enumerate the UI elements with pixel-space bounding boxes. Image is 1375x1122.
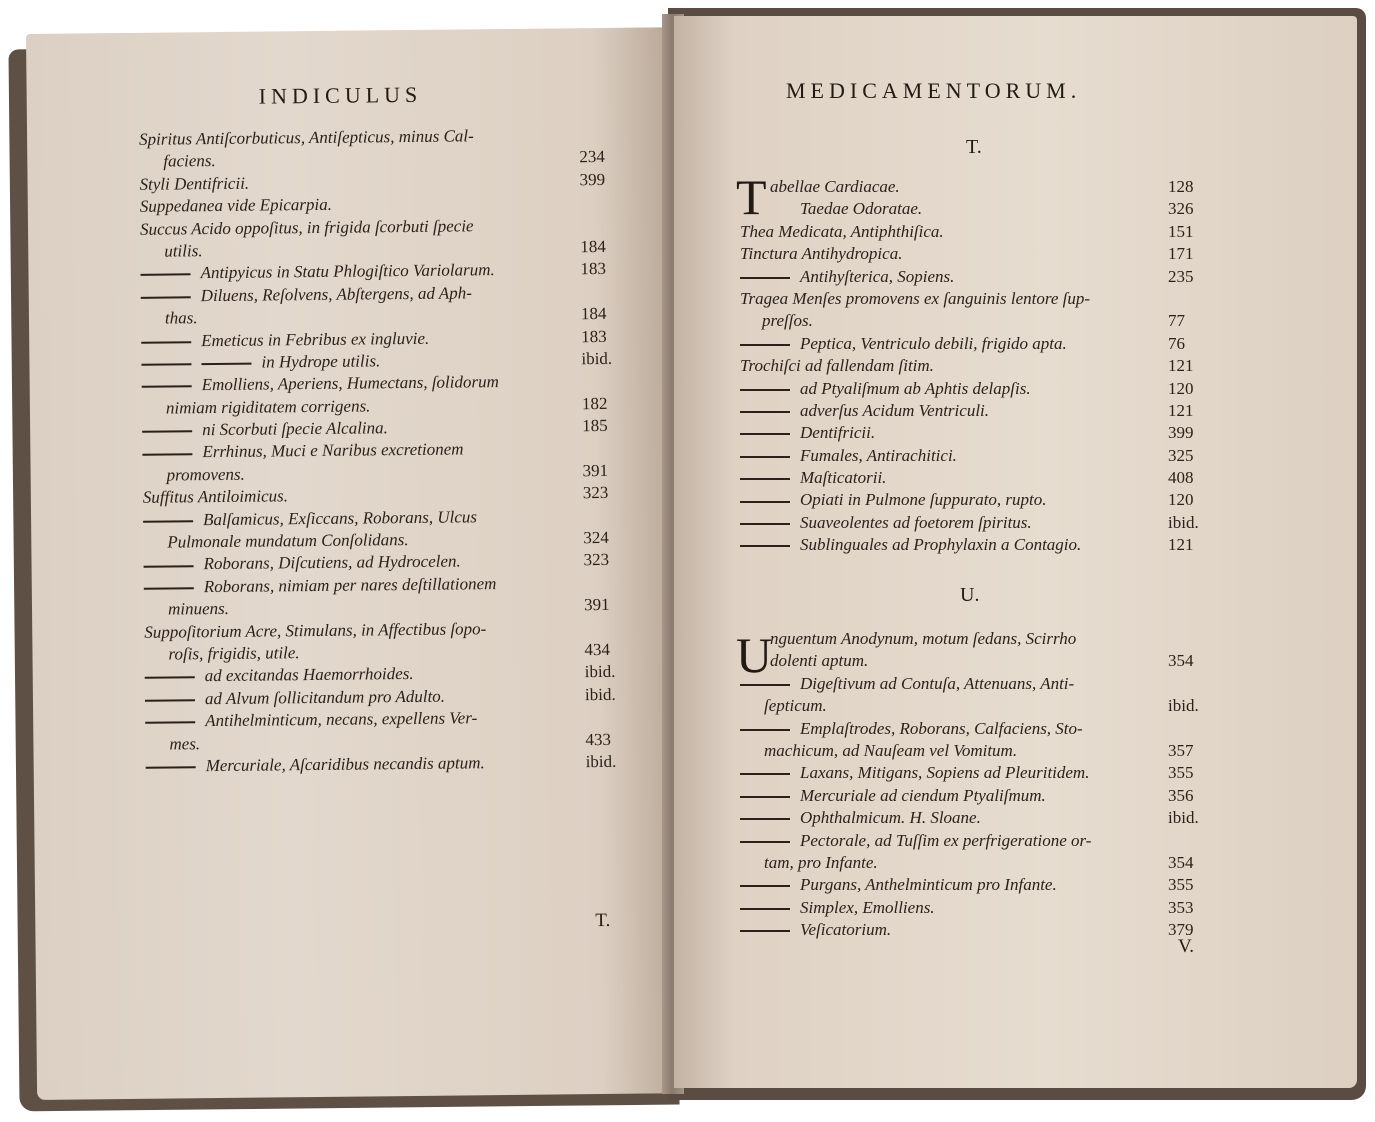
- left-page-header: INDICULUS: [258, 81, 423, 109]
- index-entry-text: [770, 628, 1076, 650]
- repeat-dash: [740, 389, 790, 391]
- index-entry-text: [143, 486, 288, 510]
- repeat-dash: [740, 433, 790, 435]
- repeat-dash: [141, 296, 191, 299]
- index-entry: [740, 221, 1206, 243]
- entry-label: Fumales, Antirachitici.: [800, 445, 957, 465]
- index-entry-text: [740, 266, 954, 288]
- index-entry: [740, 176, 1206, 198]
- page-number: ibid.: [1168, 808, 1199, 828]
- entry-label: Antipyicus in Statu Phlogiſtico Variolarum.: [200, 260, 495, 283]
- index-entry-text: [740, 221, 944, 243]
- entry-label: Opiati in Pulmone ſuppurato, rupto.: [800, 490, 1047, 510]
- index-entry-text: [740, 762, 1089, 784]
- repeat-dash: [201, 363, 251, 366]
- page-number: 234: [579, 147, 605, 167]
- entry-label: nguentum Anodynum, motum ſedans, Scirrho: [770, 629, 1077, 648]
- index-entry-text: [167, 529, 409, 554]
- repeat-dash: [141, 363, 191, 366]
- section-letter-t: T.: [966, 136, 982, 158]
- page-number: 183: [580, 259, 607, 279]
- index-entry-text: [764, 695, 827, 717]
- entry-label: machicum, ad Nauſeam vel Vomitum.: [764, 740, 1018, 760]
- entry-label: promovens.: [166, 464, 245, 485]
- page-number: 182: [581, 393, 608, 413]
- entry-label: Dentifricii.: [800, 423, 876, 443]
- index-entry-text: [740, 422, 875, 444]
- repeat-dash: [740, 277, 790, 279]
- page-number: 433: [585, 729, 612, 749]
- index-entry-text: [168, 642, 299, 666]
- page-number: ibid.: [584, 684, 616, 704]
- repeat-dash: [740, 545, 790, 547]
- index-entry: [740, 489, 1206, 511]
- index-entry-text: [167, 464, 245, 487]
- entry-label: Succus Acido oppoſitus, in frigida ſcorbuti ſpecie: [139, 215, 474, 239]
- index-entry: [740, 445, 1206, 467]
- index-entry: [740, 378, 1206, 400]
- entry-label: Emolliens, Aperiens, Humectans, ſolidorum: [201, 372, 499, 395]
- index-entry: [740, 874, 1206, 896]
- left-index-list: [139, 124, 636, 778]
- entry-label: abellae Cardiacae.: [770, 177, 900, 196]
- page-number: 323: [582, 483, 609, 503]
- entry-label: tam, pro Infante.: [764, 852, 878, 872]
- page-number: 391: [583, 595, 610, 615]
- index-entry: [740, 897, 1206, 919]
- page-number: 356: [1168, 785, 1194, 805]
- index-entry: [740, 198, 1206, 220]
- index-entry-text: [164, 240, 202, 263]
- index-entry-text: [165, 307, 198, 330]
- index-entry-text: [740, 445, 957, 467]
- index-entry-text: [740, 467, 886, 489]
- page-number: 121: [1168, 356, 1194, 376]
- repeat-dash: [142, 430, 192, 433]
- index-entry: [740, 266, 1206, 288]
- index-entry-text: [740, 534, 1081, 556]
- entry-label: Tinctura Antihydropica.: [740, 244, 903, 264]
- repeat-dash: [740, 773, 790, 775]
- index-entry-text: [740, 512, 1032, 534]
- left-catchword: T.: [595, 909, 611, 932]
- repeat-dash: [142, 386, 192, 389]
- dropcap-t: T: [736, 169, 767, 225]
- index-entry-text: [740, 919, 891, 941]
- repeat-dash: [740, 885, 790, 887]
- index-entry: [740, 650, 1206, 672]
- repeat-dash: [740, 796, 790, 798]
- index-entry-text: [800, 198, 922, 220]
- page-number: ibid.: [1168, 696, 1199, 716]
- entry-label: Tragea Menſes promovens ex ſanguinis lentore ſup-: [740, 288, 1091, 308]
- entry-label: Roborans, nimiam per nares deſtillationem: [203, 573, 497, 596]
- page-number: 184: [580, 236, 606, 257]
- entry-label: ni Scorbuti ſpecie Alcalina.: [202, 418, 388, 440]
- page-number: 120: [1168, 378, 1194, 398]
- entry-label: Veſicatorium.: [800, 920, 892, 940]
- index-entry-text: [168, 598, 229, 621]
- index-entry: [146, 751, 636, 779]
- repeat-dash: [740, 818, 790, 820]
- entry-label: Antihelminticum, necans, expellens Ver-: [205, 708, 478, 731]
- page-number: 121: [1168, 535, 1194, 555]
- index-entry-text: [142, 417, 388, 442]
- repeat-dash: [144, 565, 194, 568]
- entry-label: utilis.: [164, 241, 203, 261]
- entry-label: Mercuriale, Aſcaridibus necandis aptum.: [205, 753, 485, 776]
- page-number: 151: [1168, 221, 1194, 241]
- index-entry: [740, 288, 1206, 310]
- index-entry-text: [740, 355, 934, 377]
- entry-label: Suppoſitorium Acre, Stimulans, in Affectibus ſopo-: [144, 618, 487, 642]
- repeat-dash: [740, 930, 790, 932]
- entry-label: Suaveolentes ad foetorem ſpiritus.: [800, 512, 1032, 532]
- entry-label: dolenti aptum.: [770, 651, 869, 671]
- page-number: ibid.: [1168, 512, 1199, 532]
- right-catchword: V.: [1178, 936, 1195, 957]
- section-t-list: [740, 176, 1206, 557]
- page-number: 355: [1168, 875, 1194, 895]
- entry-label: ſepticum.: [764, 696, 827, 716]
- page-number: 355: [1168, 763, 1194, 783]
- index-entry-text: [740, 897, 935, 919]
- repeat-dash: [740, 411, 790, 413]
- index-entry: [740, 534, 1206, 556]
- repeat-dash: [740, 478, 790, 480]
- entry-label: Emeticus in Febribus ex ingluvie.: [201, 328, 430, 350]
- repeat-dash: [740, 841, 790, 843]
- entry-label: Styli Dentifricii.: [139, 173, 250, 194]
- page-number: 235: [1168, 266, 1194, 286]
- index-entry: [740, 762, 1206, 784]
- page-number: 354: [1168, 852, 1194, 872]
- index-entry-text: [163, 150, 216, 173]
- entry-label: Thea Medicata, Antiphthiſica.: [740, 221, 944, 241]
- dropcap-u: U: [736, 627, 773, 683]
- page-number: 121: [1168, 400, 1194, 420]
- entry-label: Diluens, Reſolvens, Abſtergens, ad Aph-: [200, 283, 473, 305]
- index-entry: [740, 512, 1206, 534]
- entry-label: Suffitus Antiloimicus.: [142, 486, 289, 508]
- entry-label: Antihyſterica, Sopiens.: [800, 266, 955, 286]
- index-entry: [740, 355, 1206, 377]
- index-entry-text: [770, 650, 868, 672]
- index-entry-text: [740, 378, 1031, 400]
- index-entry: [740, 785, 1206, 807]
- entry-label: thas.: [164, 308, 198, 328]
- index-entry-text: [139, 172, 249, 196]
- index-entry: [740, 807, 1206, 829]
- entry-label: Spiritus Antiſcorbuticus, Antiſepticus, minus Cal-: [139, 126, 474, 149]
- entry-label: Roborans, Diſcutiens, ad Hydrocelen.: [203, 551, 461, 574]
- page-number: 185: [582, 416, 608, 436]
- entry-label: Laxans, Mitigans, Sopiens ad Pleuritidem.: [800, 763, 1090, 783]
- entry-label: Sublinguales ad Prophylaxin a Contagio.: [800, 535, 1082, 555]
- index-entry-text: [169, 733, 200, 756]
- entry-label: Digeſtivum ad Contuſa, Attenuans, Anti-: [800, 673, 1075, 693]
- index-entry-text: [146, 752, 485, 778]
- index-entry-text: [764, 740, 1017, 762]
- page-number: 183: [581, 326, 607, 346]
- left-page: [26, 27, 679, 1100]
- entry-label: Mercuriale ad ciendum Ptyaliſmum.: [800, 785, 1046, 805]
- repeat-dash: [740, 501, 790, 503]
- index-entry: [740, 695, 1206, 717]
- entry-label: mes.: [169, 733, 201, 754]
- entry-label: ad excitandas Haemorrhoides.: [204, 664, 414, 686]
- entry-label: Maſticatorii.: [800, 468, 887, 488]
- entry-label: Pulmonale mundatum Conſolidans.: [167, 530, 409, 552]
- repeat-dash: [146, 766, 196, 769]
- index-entry-text: [740, 288, 1090, 310]
- index-entry-text: [740, 489, 1047, 511]
- page-number: 399: [579, 169, 606, 189]
- index-entry-text: [740, 400, 989, 422]
- entry-label: Peptica, Ventriculo debili, frigido apta.: [800, 333, 1067, 353]
- repeat-dash: [740, 729, 790, 731]
- entry-label: Emplaſtrodes, Roborans, Calfaciens, Sto-: [800, 718, 1083, 738]
- page-number: 408: [1168, 468, 1194, 488]
- index-entry: [740, 852, 1206, 874]
- index-entry: [740, 310, 1206, 332]
- entry-label: in Hydrope utilis.: [261, 351, 381, 372]
- index-entry-text: [740, 785, 1046, 807]
- index-entry: [740, 830, 1206, 852]
- page-number: 354: [1168, 651, 1194, 671]
- entry-label: Trochiſci ad fallendam ſitim.: [740, 356, 934, 376]
- repeat-dash: [740, 908, 790, 910]
- page-number: 324: [583, 527, 609, 548]
- entry-label: preſſos.: [762, 311, 813, 331]
- index-entry-text: [740, 807, 981, 829]
- repeat-dash: [141, 274, 191, 277]
- page-number: 128: [1168, 177, 1194, 196]
- repeat-dash: [740, 344, 790, 346]
- index-entry: [740, 673, 1206, 695]
- index-entry-text: [770, 176, 900, 198]
- page-number: 357: [1168, 740, 1194, 760]
- entry-label: roſis, frigidis, utile.: [168, 643, 300, 664]
- index-entry-text: [762, 310, 813, 332]
- index-entry-text: [143, 551, 460, 577]
- entry-label: ad Alvum ſollicitandum pro Adulto.: [204, 686, 446, 708]
- page-number: 326: [1168, 199, 1194, 219]
- repeat-dash: [740, 684, 790, 686]
- index-entry: [740, 628, 1206, 650]
- entry-label: nimiam rigiditatem corrigens.: [165, 396, 371, 418]
- index-entry: [740, 718, 1206, 740]
- index-entry: [740, 467, 1206, 489]
- page-number: 76: [1168, 333, 1185, 353]
- entry-label: Ophthalmicum. H. Sloane.: [800, 808, 981, 828]
- repeat-dash: [740, 523, 790, 525]
- entry-label: ad Ptyaliſmum ab Aphtis delapſis.: [800, 378, 1031, 398]
- entry-label: faciens.: [163, 151, 216, 171]
- index-entry-text: [764, 852, 878, 874]
- page-number: ibid.: [581, 348, 613, 369]
- index-entry-text: [740, 830, 1091, 852]
- page-number: 77: [1168, 311, 1185, 331]
- repeat-dash: [143, 520, 193, 523]
- index-entry-text: [740, 333, 1067, 355]
- index-entry-text: [166, 395, 371, 420]
- entry-label: Simplex, Emolliens.: [800, 897, 935, 917]
- right-page-header: MEDICAMENTORUM.: [786, 78, 1082, 103]
- page-number: 353: [1168, 897, 1194, 917]
- index-entry-text: [740, 874, 1057, 896]
- entry-label: Purgans, Anthelminticum pro Infante.: [800, 875, 1057, 895]
- index-entry: [740, 400, 1206, 422]
- page-number: 325: [1168, 445, 1194, 465]
- repeat-dash: [145, 722, 195, 725]
- page-number: 120: [1168, 490, 1194, 510]
- page-number: 184: [580, 304, 607, 324]
- page-number: 391: [582, 460, 609, 481]
- repeat-dash: [142, 453, 192, 456]
- index-entry-text: [141, 327, 429, 352]
- entry-label: minuens.: [167, 599, 230, 619]
- index-entry-text: [141, 350, 380, 375]
- index-entry: [740, 243, 1206, 265]
- page-number: ibid.: [585, 751, 617, 772]
- page-number: 379: [1168, 920, 1194, 940]
- entry-label: Errhinus, Muci e Naribus excretionem: [202, 439, 464, 462]
- index-entry-text: [740, 673, 1074, 695]
- index-entry-text: [145, 685, 445, 711]
- page-number: 171: [1168, 244, 1194, 264]
- repeat-dash: [141, 341, 191, 344]
- index-entry-text: [740, 718, 1083, 740]
- repeat-dash: [144, 587, 194, 590]
- index-entry: [740, 919, 1206, 941]
- section-letter-u: U.: [960, 584, 980, 606]
- page-number: ibid.: [584, 662, 616, 682]
- entry-label: Taedae Odoratae.: [800, 199, 923, 219]
- right-page: [674, 16, 1357, 1088]
- entry-label: Suppedanea vide Epicarpia.: [139, 194, 333, 216]
- index-entry-text: [740, 243, 902, 265]
- index-entry-text: [145, 663, 414, 688]
- index-entry: [740, 422, 1206, 444]
- repeat-dash: [740, 456, 790, 458]
- page-number: 399: [1168, 423, 1194, 443]
- page-number: 434: [584, 639, 611, 660]
- index-entry: [740, 740, 1206, 762]
- page-number: 323: [583, 550, 610, 570]
- repeat-dash: [145, 677, 195, 680]
- index-entry-text: [140, 194, 332, 218]
- entry-label: adverſus Acidum Ventriculi.: [800, 400, 990, 420]
- entry-label: Balſamicus, Exſiccans, Roborans, Ulcus: [202, 506, 478, 529]
- repeat-dash: [145, 699, 195, 702]
- section-u-list: [740, 628, 1206, 941]
- entry-label: Pectorale, ad Tuſſim ex perfrigeratione or-: [800, 830, 1092, 850]
- index-entry: [740, 333, 1206, 355]
